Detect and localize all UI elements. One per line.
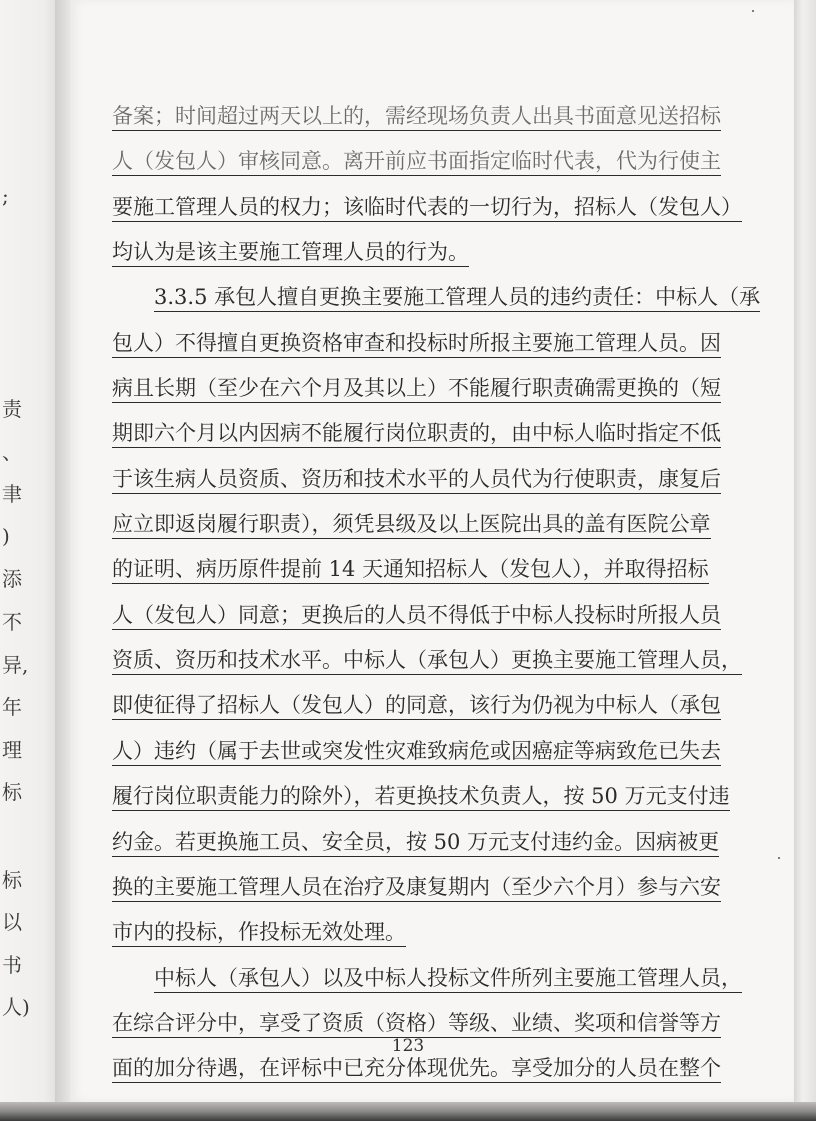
left-page-fragment: 责: [2, 397, 22, 421]
paragraph-clause-3-3-5: [112, 275, 761, 955]
scan-speck: [752, 10, 754, 12]
text-line: 人（发包人）审核同意。离开前应书面指定临时代表，代为行使主: [112, 139, 706, 184]
left-page-fragment: 添: [2, 567, 22, 591]
text-line: 均认为是该主要施工管理人员的行为。: [112, 230, 706, 275]
left-page-fragment: 标: [2, 868, 22, 892]
text-line: 人（发包人）同意；更换后的人员不得低于中标人投标时所报人员: [112, 593, 706, 638]
scan-speck: [778, 857, 780, 859]
left-page-fragment: 聿: [2, 482, 22, 506]
left-page-fragment: 不: [2, 610, 22, 634]
text-line: 于该生病人员资质、资历和技术水平的人员代为行使职责，康复后: [112, 457, 706, 502]
text-line: 在综合评分中，享受了资质（资格）等级、业绩、奖项和信誉等方: [112, 1001, 706, 1046]
left-page-fragment: 以: [2, 910, 22, 934]
text-line: 要施工管理人员的权力；该临时代表的一切行为，招标人（发包人）: [112, 185, 706, 230]
page-number: 123: [391, 1036, 425, 1056]
page-bottom-edge: [0, 1102, 816, 1121]
left-page-fragment: 年: [2, 695, 22, 719]
left-page-fragment: ;: [2, 184, 9, 208]
text-line: 备案；时间超过两天以上的，需经现场负责人出具书面意见送招标: [112, 94, 706, 139]
text-line: 中标人（承包人）以及中标人投标文件所列主要施工管理人员，: [112, 956, 706, 1001]
text-line: 期即六个月以内因病不能履行岗位职责的，由中标人临时指定不低: [112, 411, 706, 456]
left-page-fragment: 理: [2, 738, 22, 762]
left-page-fragment: 、: [2, 440, 22, 464]
paragraph-scoring-bonus: [112, 956, 742, 1092]
text-line: 换的主要施工管理人员在治疗及康复期内（至少六个月）参与六安: [112, 865, 706, 910]
text-line: 市内的投标，作投标无效处理。: [112, 910, 706, 955]
left-page-fragment: ): [2, 524, 10, 548]
left-page-fragment: 人): [2, 995, 30, 1019]
text-line: 即使征得了招标人（发包人）的同意，该行为仍视为中标人（承包: [112, 683, 706, 728]
left-page-fragment: 标: [2, 780, 22, 804]
text-line: 病且长期（至少在六个月及其以上）不能履行职责确需更换的（短: [112, 366, 706, 411]
text-line: 人）违约（属于去世或突发性灾难致病危或因癌症等病致危已失去: [112, 729, 706, 774]
text-line: 包人）不得擅自更换资格审查和投标时所报主要施工管理人员。因: [112, 321, 706, 366]
document-body: [112, 94, 761, 1092]
text-line: 面的加分待遇，在评标中已充分体现优先。享受加分的人员在整个: [112, 1046, 706, 1091]
text-line: 的证明、病历原件提前 14 天通知招标人（发包人），并取得招标: [112, 547, 706, 592]
paragraph-record-filing: [112, 94, 742, 275]
left-page-fragment: 异,: [2, 653, 29, 677]
text-line: 约金。若更换施工员、安全员，按 50 万元支付违约金。因病被更: [112, 820, 706, 865]
page-right-edge: [794, 0, 816, 1121]
text-line: 资质、资历和技术水平。中标人（承包人）更换主要施工管理人员，: [112, 638, 706, 683]
left-page-fragment: 书: [2, 953, 22, 977]
text-line: 应立即返岗履行职责），须凭县级及以上医院出具的盖有医院公章: [112, 502, 706, 547]
clause-heading-line: 3.3.5 承包人擅自更换主要施工管理人员的违约责任：中标人（承: [112, 275, 706, 320]
text-line: 履行岗位职责能力的除外），若更换技术负责人，按 50 万元支付违: [112, 774, 706, 819]
